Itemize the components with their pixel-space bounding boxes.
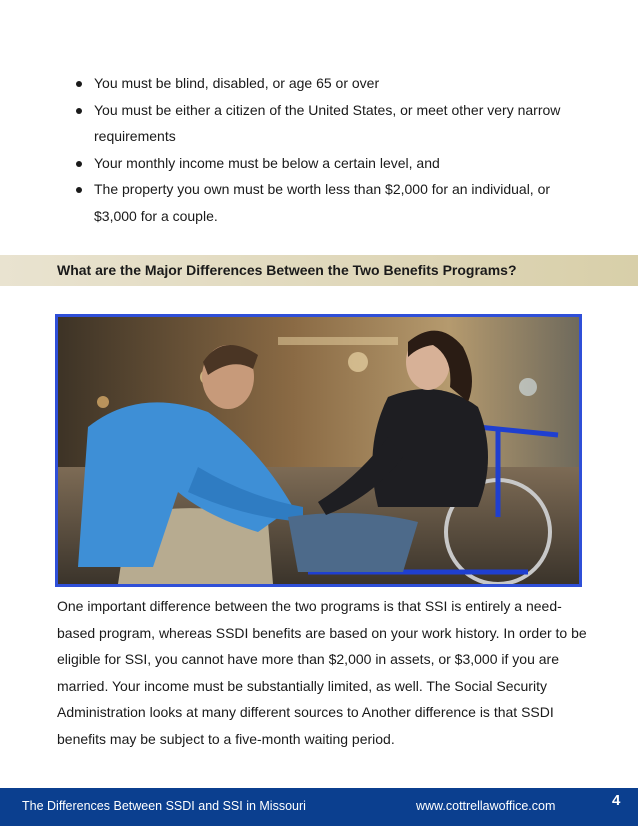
body-paragraph: One important difference between the two programs is that SSI is entirely a need-based program, whereas SSDI benefits are based on your work history. In order to be eligible for SSI, you cannot have more than $2,000 in assets, or $3,000 if you are married. Your income must be substantially limited, as well. The Social Security Administration looks at many different sources to Another difference is that SSDI benefits may be subject to a five-month waiting period. — [57, 598, 587, 747]
photo-man-and-woman-in-wheelchair — [55, 314, 582, 587]
footer-url-link[interactable]: www.cottrellawoffice.com — [416, 799, 556, 813]
photo-illustration — [58, 317, 579, 584]
section-heading: What are the Major Differences Between the Two Benefits Programs? — [57, 262, 517, 278]
bullet-item: You must be blind, disabled, or age 65 or over — [74, 70, 594, 97]
page-number: 4 — [612, 792, 621, 809]
bullet-item: Your monthly income must be below a certain level, and — [74, 150, 594, 177]
eligibility-bullet-list — [74, 70, 594, 229]
bullet-item: You must be either a citizen of the United States, or meet other very narrow requirements — [74, 97, 594, 150]
footer-title: The Differences Between SSDI and SSI in Missouri — [22, 799, 306, 813]
bullet-item: The property you own must be worth less than $2,000 for an individual, or $3,000 for a couple. — [74, 176, 594, 229]
